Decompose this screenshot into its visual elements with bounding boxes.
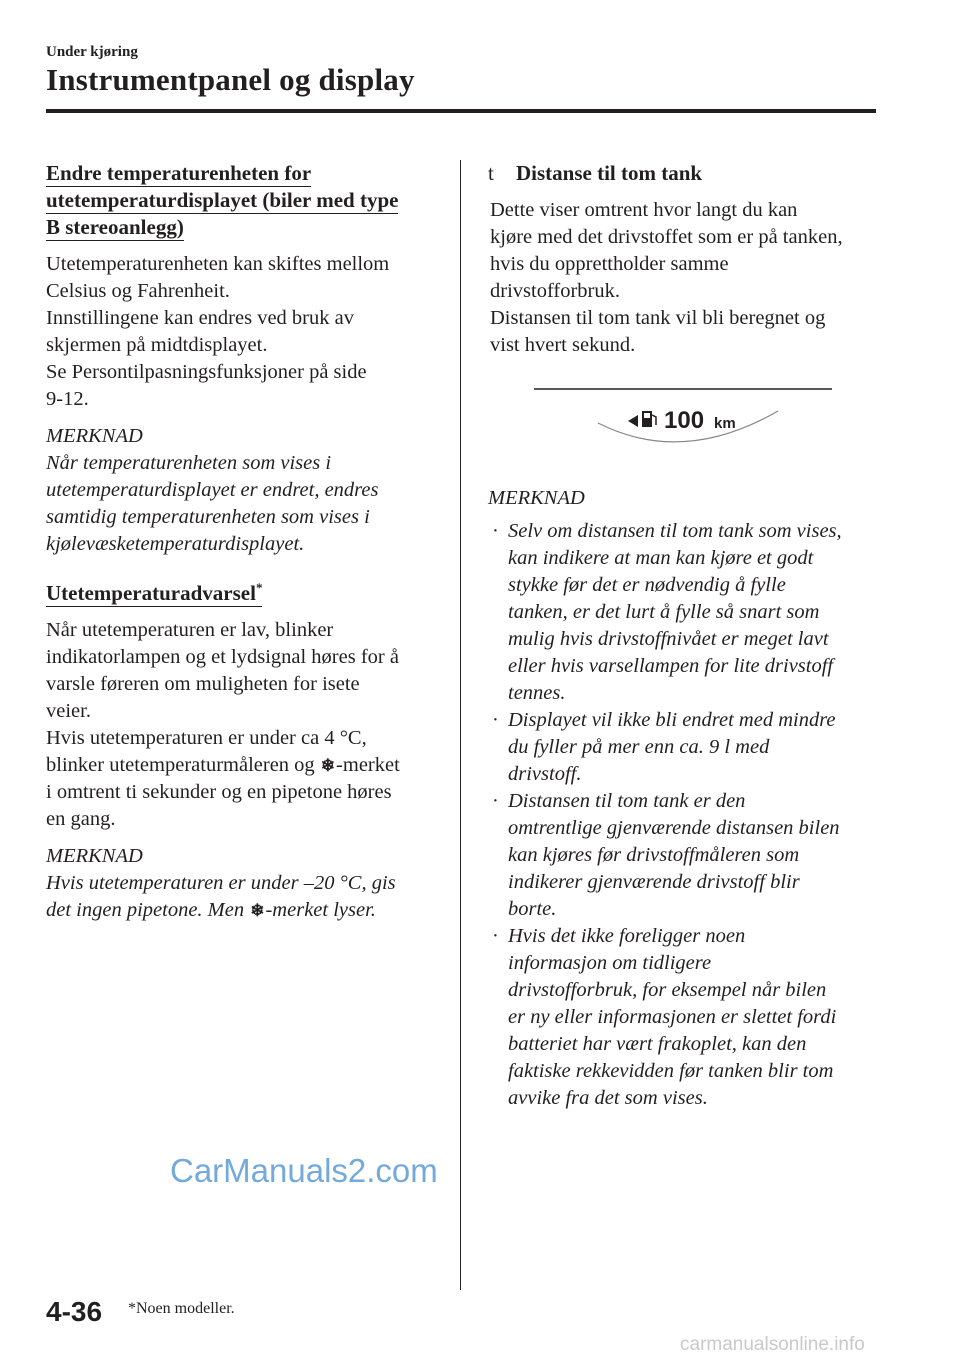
left-column [46, 160, 438, 936]
footnote-star: * [255, 580, 263, 595]
text-line: Se Persontilpasningsfunksjoner på side [46, 361, 367, 383]
text-line: Dette viser omtrent hvor langt du kan [490, 199, 798, 221]
text-line: Distansen til tom tank vil bli beregnet og [490, 307, 826, 329]
section-bullet: t [488, 161, 494, 185]
text-line: avvike fra det som vises. [508, 1087, 708, 1109]
text-line: Distansen til tom tank er den [508, 790, 746, 812]
heading-distance-to-empty [488, 160, 886, 187]
range-value: 100 [664, 407, 705, 434]
header-rule [46, 109, 876, 113]
footnote: *Noen modeller. [128, 1300, 235, 1317]
page-number: 4-36 [46, 1296, 103, 1327]
note-title: MERKNAD [488, 487, 585, 509]
text-line: faktiske rekkevidden før tanken blir tom [508, 1060, 834, 1082]
text-line: en gang. [46, 808, 116, 830]
text-line: stykke før det er nødvendig å fylle [508, 574, 786, 596]
heading-line: Endre temperaturenheten for [46, 161, 312, 185]
text-line: omtrentlige gjenværende distansen bilen [508, 817, 840, 839]
text-line: tanken, er det lurt å fylle så snart som [508, 601, 820, 623]
text-line: Hvis utetemperaturen er under ca 4 °C, [46, 727, 367, 749]
text-line: indikatorlampen og et lydsignal høres for å [46, 646, 399, 668]
list-item: · Hvis det ikke foreligger noen informasjon om tidligere drivstofforbruk, for eksempel når bilen er ny eller informasjonen er slettet fordi batteriet har vært frakoplet, kan den faktiske rekkevidden før tanken blir tom avvike fra det som vises. [492, 925, 837, 1109]
text-line: samtidig temperaturenheten som vises i [46, 506, 370, 528]
snowflake-icon: ❄ [250, 901, 265, 920]
text-line: drivstofforbruk. [490, 280, 621, 302]
text-line: hvis du opprettholder samme [490, 253, 729, 275]
text-line: kjøre med det drivstoffet som er på tanken, [490, 226, 843, 248]
text-line: informasjon om tidligere [508, 952, 712, 974]
text-line: Når utetemperaturen er lav, blinker [46, 619, 334, 641]
text-line: drivstoff. [508, 763, 582, 785]
text-line: skjermen på midtdisplayet. [46, 334, 268, 356]
paragraph-warning [46, 617, 438, 833]
heading-line: B stereoanlegg) [46, 215, 184, 239]
range-display-graphic [488, 381, 886, 461]
paragraph-unit-change [46, 251, 438, 413]
note-text [46, 450, 438, 558]
page-title: Instrumentpanel og display [46, 62, 415, 97]
text-line: i omtrent ti sekunder og en pipetone høres [46, 781, 392, 803]
text-line: Celsius og Fahrenheit. [46, 280, 230, 302]
text-line: kan kjøres før drivstoffmåleren som [508, 844, 800, 866]
text-line: Når temperaturenheten som vises i [46, 452, 332, 474]
heading-text: Utetemperaturadvarsel [46, 581, 256, 605]
text-line: blinker utetemperaturmåleren og [46, 754, 320, 776]
text-line: varsle føreren om muligheten for isete [46, 673, 360, 695]
text-line: borte. [508, 898, 557, 920]
watermark-logo: CarManuals2.com [170, 1152, 438, 1189]
text-line: tennes. [508, 682, 566, 704]
arrow-left-icon [628, 415, 638, 427]
list-item: · Displayet vil ikke bli endret med mindre du fyller på mer enn ca. 9 l med drivstoff. [492, 709, 836, 785]
heading-temperature-unit [46, 160, 438, 241]
list-item: · Selv om distansen til tom tank som vises, kan indikere at man kan kjøre et godt stykke før det er nødvendig å fylle tanken, er det lurt å fylle så snart som mulig hvis drivstoffnivået er meget lavt eller hvis varsellampen for lite drivstoff tennes. [492, 520, 842, 704]
text-line: du fyller på mer enn ca. 9 l med [508, 736, 770, 758]
note-list [488, 518, 886, 1112]
snowflake-icon: ❄ [320, 756, 336, 775]
text-line: 9-12. [46, 388, 89, 410]
right-column [488, 160, 886, 1112]
header-section: Under kjøring [46, 44, 138, 60]
text-line: er ny eller informasjonen er slettet fordi [508, 1006, 837, 1028]
watermark-bottom: carmanualsonline.info [680, 1334, 865, 1355]
text-line: kjølevæsketemperaturdisplayet. [46, 533, 305, 555]
text-line: -merket [336, 754, 400, 776]
text-line: batteriet har vært frakoplet, kan den [508, 1033, 807, 1055]
note-title: MERKNAD [46, 845, 143, 867]
text-line: utetemperaturdisplayet er endret, endres [46, 479, 379, 501]
range-display-figure [488, 381, 886, 461]
text-line: Innstillingene kan endres ved bruk av [46, 307, 354, 329]
paragraph-distance [488, 197, 886, 359]
note-text [46, 870, 438, 924]
text-line: drivstofforbruk, for eksempel når bilen [508, 979, 827, 1001]
text-line: Utetemperaturenheten kan skiftes mellom [46, 253, 390, 275]
heading-text: Distanse til tom tank [516, 161, 703, 185]
list-item: · Distansen til tom tank er den omtrentlige gjenværende distansen bilen kan kjøres før drivstoffmåleren som indikerer gjenværende drivstoff blir borte. [492, 790, 840, 920]
text-line: -merket lyser. [265, 899, 376, 921]
text-line: eller hvis varsellampen for lite drivstoff [508, 655, 834, 677]
text-line: mulig hvis drivstoffnivået er meget lavt [508, 628, 829, 650]
text-line: det ingen pipetone. Men [46, 899, 250, 921]
heading-line: utetemperaturdisplayet (biler med type [46, 188, 399, 212]
text-line: Selv om distansen til tom tank som vises, [508, 520, 842, 542]
text-line: Hvis utetemperaturen er under –20 °C, gis [46, 872, 396, 894]
text-line: Displayet vil ikke bli endret med mindre [508, 709, 836, 731]
column-divider [460, 160, 461, 1290]
fuel-pump-icon [642, 411, 656, 427]
text-line: veier. [46, 700, 91, 722]
text-line: Hvis det ikke foreligger noen [508, 925, 746, 947]
note-title: MERKNAD [46, 425, 143, 447]
range-unit: km [714, 415, 736, 432]
text-line: vist hvert sekund. [490, 334, 636, 356]
heading-outside-temp-warning [46, 574, 438, 607]
text-line: indikerer gjenværende drivstoff blir [508, 871, 800, 893]
text-line: kan indikere at man kan kjøre et godt [508, 547, 814, 569]
